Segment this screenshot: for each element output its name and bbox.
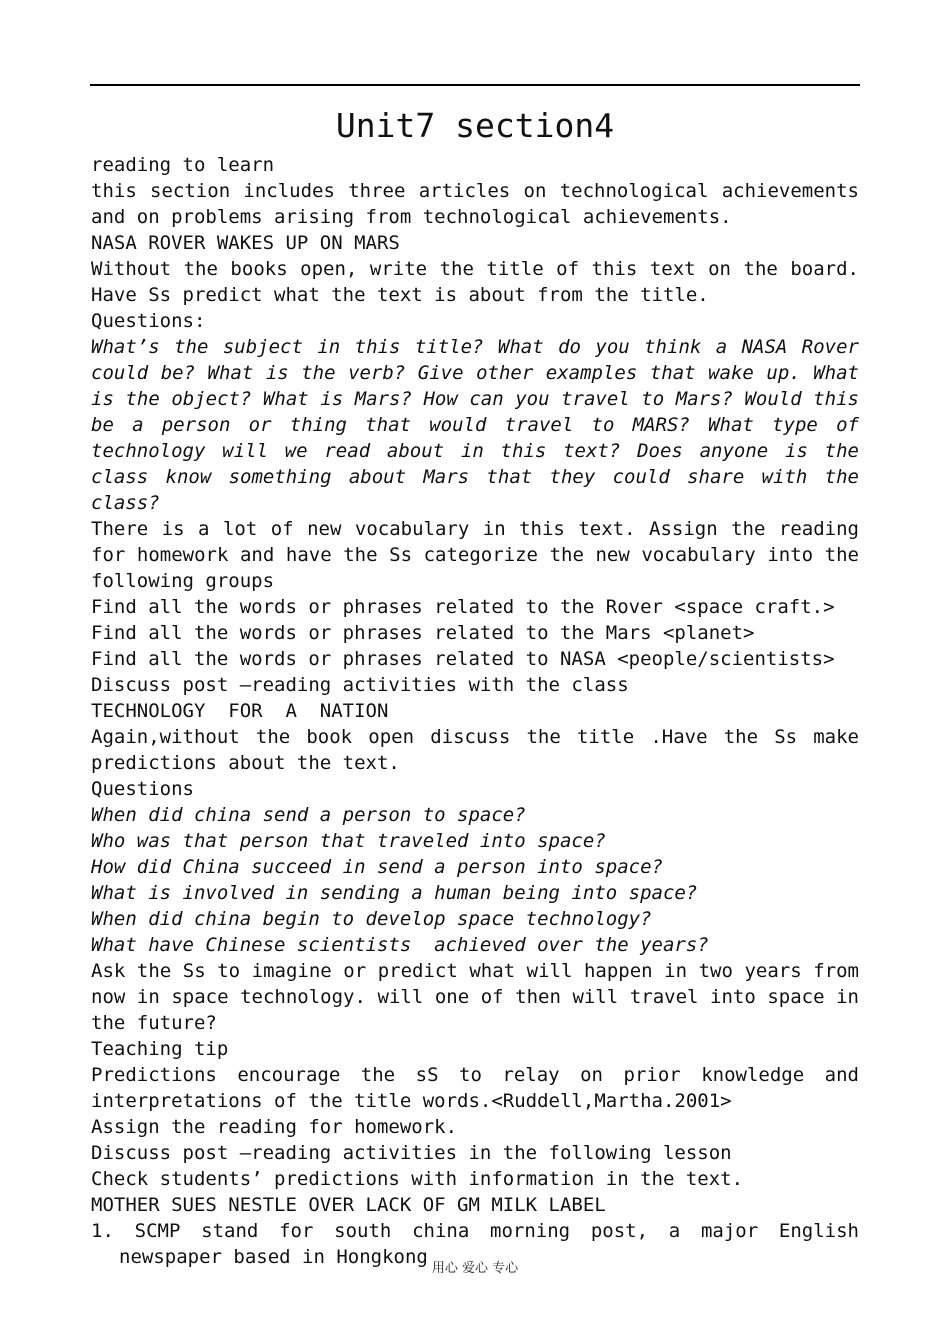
section-intro: this section includes three articles on technological achievements and on problems arising from technological achievements. bbox=[91, 180, 859, 228]
nasa-questions: What’s the subject in this title? What do you think a NASA Rover could be? What is the verb? Give other examples that wake up. What is the object? What is Mars? How can you travel to Mars? Would this be a person or thing that would travel to MARS? What type of technology will we read about in this text? Does anyone is the class know something about Mars that they could share with the class? bbox=[91, 336, 859, 514]
header-rule bbox=[90, 84, 860, 86]
section-label: reading to learn bbox=[91, 154, 275, 176]
post-reading-note: Discuss post –reading activities in the following lesson bbox=[91, 1142, 732, 1164]
question-item: Who was that person that traveled into space? bbox=[91, 830, 606, 852]
instruction-paragraph: Without the books open, write the title of this text on the board. Have Ss predict what the text is about from the title. bbox=[91, 258, 859, 306]
article-heading-nestle: MOTHER SUES NESTLE OVER LACK OF GM MILK LABEL bbox=[91, 1194, 606, 1216]
homework-note: Assign the reading for homework. bbox=[91, 1116, 458, 1138]
question-item: What have Chinese scientists achieved over the years? bbox=[91, 934, 709, 956]
prediction-paragraph: Ask the Ss to imagine or predict what will happen in two years from now in space technology. will one of then will travel into space in the future? bbox=[91, 960, 859, 1034]
questions-label: Questions: bbox=[91, 310, 206, 332]
vocabulary-task: Find all the words or phrases related to NASA <people/scientists> bbox=[91, 648, 835, 670]
teaching-tip-text: Predictions encourage the sS to relay on prior knowledge and interpretations of the title words.<Ruddell,Martha.2001> bbox=[91, 1064, 859, 1112]
vocabulary-task: Find all the words or phrases related to the Mars <planet> bbox=[91, 622, 755, 644]
questions-label: Questions bbox=[91, 778, 194, 800]
question-item: What is involved in sending a human being into space? bbox=[91, 882, 698, 904]
question-item: When did china begin to develop space technology? bbox=[91, 908, 652, 930]
question-item: How did China succeed in send a person into space? bbox=[91, 856, 663, 878]
article-heading-technology: TECHNOLOGY FOR A NATION bbox=[91, 700, 389, 722]
vocabulary-task: Find all the words or phrases related to the Rover <space craft.> bbox=[91, 596, 835, 618]
vocabulary-paragraph: There is a lot of new vocabulary in this text. Assign the reading for homework and have the Ss categorize the new vocabulary into the following groups bbox=[91, 518, 859, 592]
page-footer: 用心 爱心 专心 bbox=[431, 1261, 519, 1276]
document-body bbox=[91, 152, 859, 1270]
post-reading-note: Discuss post –reading activities with the class bbox=[91, 674, 629, 696]
instruction-paragraph: Again,without the book open discuss the title .Have the Ss make predictions about the text. bbox=[91, 726, 859, 774]
article-heading-nasa: NASA ROVER WAKES UP ON MARS bbox=[91, 232, 400, 254]
teaching-tip-label: Teaching tip bbox=[91, 1038, 229, 1060]
question-item: When did china send a person to space? bbox=[91, 804, 526, 826]
page-title: Unit7 section4 bbox=[335, 106, 615, 145]
numbered-note: 1. SCMP stand for south china morning post, a major English newspaper based in Hongkong bbox=[91, 1220, 859, 1268]
check-predictions-note: Check students’ predictions with information in the text. bbox=[91, 1168, 744, 1190]
